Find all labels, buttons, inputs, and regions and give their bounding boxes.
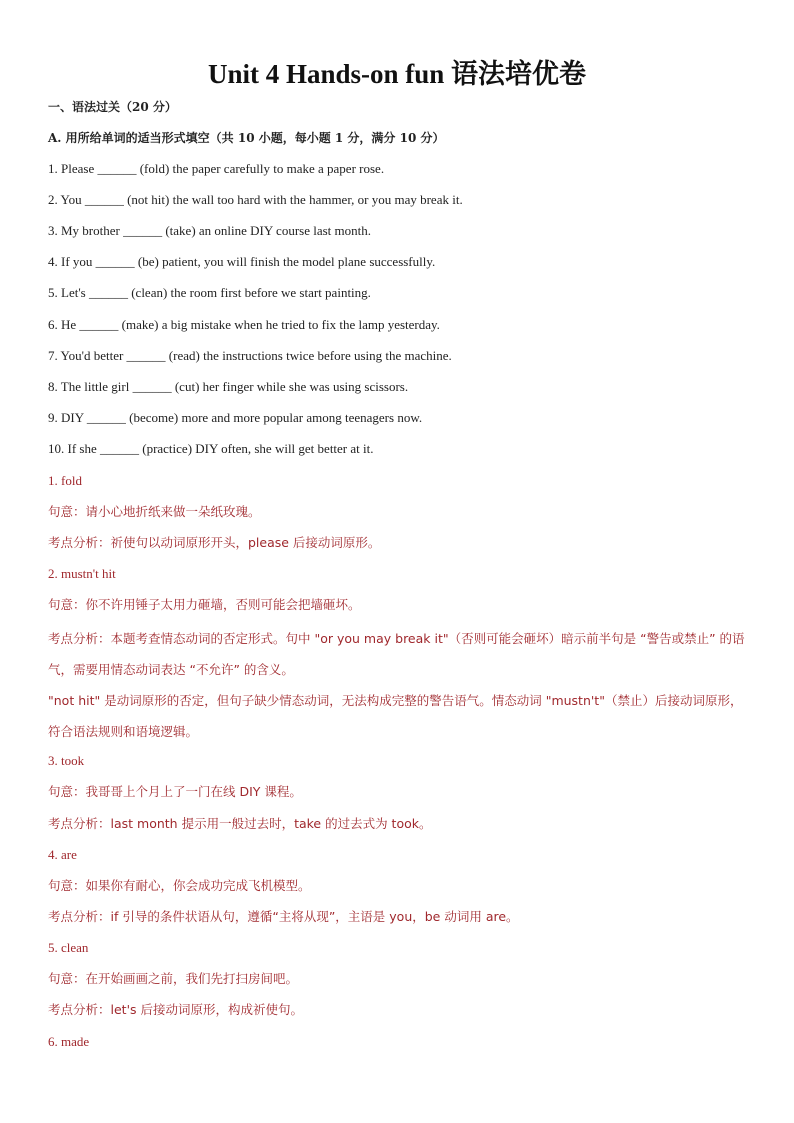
answer-5-analysis: 考点分析：let's 后接动词原形，构成祈使句。 [48, 1002, 303, 1017]
answer-2-meaning: 句意：你不许用锤子太用力砸墙，否则可能会把墙砸坏。 [48, 597, 361, 612]
answer-4-meaning: 句意：如果你有耐心，你会成功完成飞机模型。 [48, 878, 311, 893]
answer-4: 4. are [48, 847, 77, 862]
question-6: 6. He ______ (make) a big mistake when he tried to fix the lamp yesterday. [48, 317, 440, 332]
question-3: 3. My brother ______ (take) an online DIY course last month. [48, 223, 372, 238]
answer-3: 3. took [48, 753, 85, 768]
answer-2-analysis: 考点分析：本题考查情态动词的否定形式。句中 "or you may break it"（否则可能会砸坏）暗示前半句是 “警告或禁止” 的语气，需要用情态动词表达 “不允许” 的含义。 [48, 631, 745, 677]
answer-5-meaning: 句意：在开始画画之前，我们先打扫房间吧。 [48, 971, 299, 986]
question-10: 10. If she ______ (practice) DIY often, she will get better at it. [48, 441, 374, 456]
answer-4-analysis: 考点分析：if 引导的条件状语从句，遵循“主将从现”，主语是 you，be 动词用 are。 [48, 909, 519, 924]
answer-6: 6. made [48, 1034, 90, 1049]
question-8: 8. The little girl ______ (cut) her finger while she was using scissors. [48, 379, 409, 394]
page-title: Unit 4 Hands-on fun 语法培优卷 [207, 59, 587, 89]
section-heading: 一、语法过关（20 分） [48, 100, 177, 114]
part-a-heading: A. 用所给单词的适当形式填空（共 10 小题，每小题 1 分，满分 10 分） [48, 131, 445, 145]
question-9: 9. DIY ______ (become) more and more popular among teenagers now. [48, 410, 423, 425]
question-5: 5. Let's ______ (clean) the room first before we start painting. [48, 285, 371, 300]
question-7: 7. You'd better ______ (read) the instructions twice before using the machine. [48, 348, 452, 363]
answer-2: 2. mustn't hit [48, 566, 116, 581]
question-4: 4. If you ______ (be) patient, you will finish the model plane successfully. [48, 254, 436, 269]
answer-5: 5. clean [48, 940, 89, 955]
answer-3-meaning: 句意：我哥哥上个月上了一门在线 DIY 课程。 [48, 784, 302, 799]
question-2: 2. You ______ (not hit) the wall too hard with the hammer, or you may break it. [48, 192, 463, 207]
answer-1-meaning: 句意：请小心地折纸来做一朵纸玫瑰。 [48, 504, 261, 519]
answer-1: 1. fold [48, 473, 82, 488]
question-1: 1. Please ______ (fold) the paper carefully to make a paper rose. [48, 161, 385, 176]
answer-3-analysis: 考点分析：last month 提示用一般过去时，take 的过去式为 took。 [48, 816, 432, 831]
answer-2-note: "not hit" 是动词原形的否定，但句子缺少情态动词，无法构成完整的警告语气。情态动词 "mustn't"（禁止）后接动词原形，符合语法规则和语境逻辑。 [48, 693, 743, 739]
answer-1-analysis: 考点分析：祈使句以动词原形开头，please 后接动词原形。 [48, 535, 381, 550]
